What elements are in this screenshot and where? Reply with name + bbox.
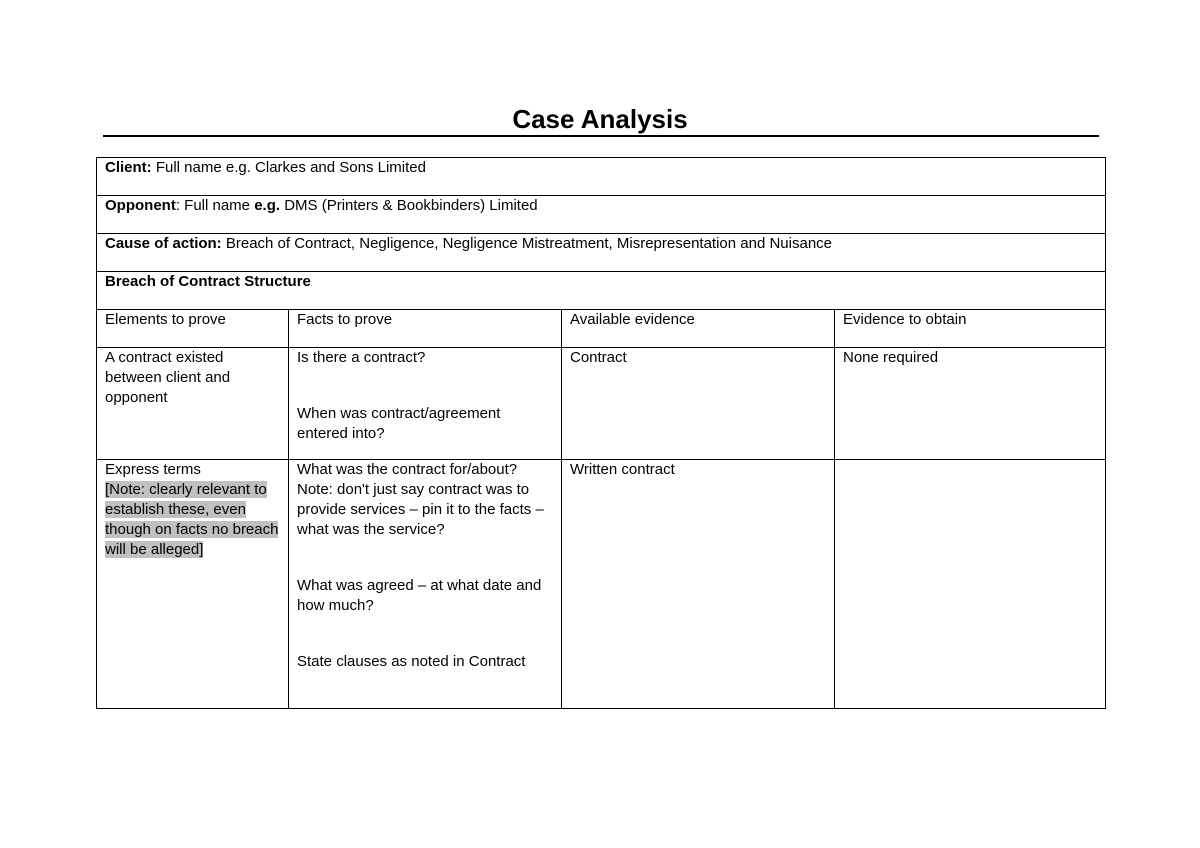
column-header: Evidence to obtain bbox=[835, 310, 1106, 348]
element-text: Express terms bbox=[105, 461, 201, 478]
column-header: Facts to prove bbox=[289, 310, 562, 348]
evidence-to-obtain-cell: None required bbox=[835, 348, 1106, 460]
element-cell bbox=[97, 348, 289, 460]
table-row bbox=[97, 460, 1106, 709]
table-row bbox=[97, 348, 1106, 460]
cause-label: Cause of action: bbox=[105, 235, 222, 252]
available-evidence-cell: Contract bbox=[562, 348, 835, 460]
column-header: Available evidence bbox=[562, 310, 835, 348]
page-title: Case Analysis bbox=[512, 104, 688, 134]
opponent-label: Opponent bbox=[105, 197, 176, 214]
element-cell bbox=[97, 460, 289, 709]
section-title: Breach of Contract Structure bbox=[97, 272, 1106, 310]
facts-cell bbox=[289, 348, 562, 460]
column-header: Elements to prove bbox=[97, 310, 289, 348]
facts-cell bbox=[289, 460, 562, 709]
opponent-text: : Full name bbox=[175, 197, 255, 214]
title-underline bbox=[103, 135, 1099, 137]
client-row bbox=[97, 158, 1106, 196]
cause-value: Breach of Contract, Negligence, Negligence Mistreatment, Misrepresentation and Nuisance bbox=[221, 235, 832, 252]
column-header-row bbox=[97, 310, 1106, 348]
client-label: Client: bbox=[105, 159, 152, 176]
highlighted-note: [Note: clearly relevant to establish these, even though on facts no breach will be alleged] bbox=[105, 481, 279, 558]
cause-cell bbox=[97, 234, 1106, 272]
fact-item: Is there a contract? bbox=[297, 349, 426, 366]
opponent-cell bbox=[97, 196, 1106, 234]
fact-item: What was agreed – at what date and how much? bbox=[297, 577, 542, 614]
opponent-value: DMS (Printers & Bookbinders) Limited bbox=[280, 197, 538, 214]
opponent-row bbox=[97, 196, 1106, 234]
client-cell bbox=[97, 158, 1106, 196]
opponent-eg: e.g. bbox=[254, 197, 281, 214]
available-evidence-cell: Written contract bbox=[562, 460, 835, 709]
cause-row bbox=[97, 234, 1106, 272]
fact-item: State clauses as noted in Contract bbox=[297, 653, 526, 670]
element-text: A contract existed between client and opponent bbox=[105, 349, 231, 406]
client-value: Full name e.g. Clarkes and Sons Limited bbox=[151, 159, 426, 176]
fact-item: When was contract/agreement entered into? bbox=[297, 405, 501, 442]
case-analysis-table bbox=[96, 157, 1106, 709]
fact-item: What was the contract for/about? Note: don't just say contract was to provide services – pin it to the facts – what was the service? bbox=[297, 461, 544, 538]
section-row bbox=[97, 272, 1106, 310]
evidence-to-obtain-cell bbox=[835, 460, 1106, 709]
